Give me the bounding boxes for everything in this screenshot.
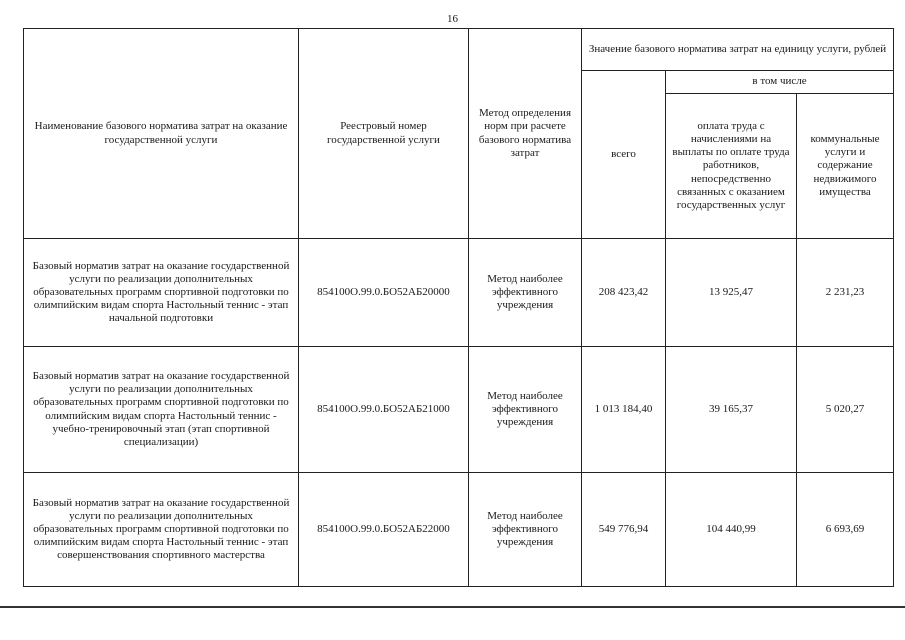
cell-labor: 13 925,47	[666, 239, 797, 347]
cell-total: 549 776,94	[582, 473, 666, 587]
header-name: Наименование базового норматива затрат на оказание государственной услуги	[24, 29, 299, 239]
header-method: Метод определения норм при расчете базового норматива затрат	[469, 29, 582, 239]
cost-norms-table	[23, 28, 894, 587]
cell-name: Базовый норматив затрат на оказание государственной услуги по реализации дополнительных образовательных программ спортивной подготовки по олимпийским видам спорта Настольный теннис - этап совершенствования спортивного мастерства	[24, 473, 299, 587]
table-row	[24, 239, 894, 347]
cell-utilities: 2 231,23	[797, 239, 894, 347]
page-bottom-rule	[0, 606, 905, 608]
cell-utilities: 5 020,27	[797, 347, 894, 473]
header-utilities: коммунальные услуги и содержание недвижимого имущества	[797, 94, 894, 239]
cell-name: Базовый норматив затрат на оказание государственной услуги по реализации дополнительных образовательных программ спортивной подготовки по олимпийским видам спорта Настольный теннис - этап начальной подготовки	[24, 239, 299, 347]
cell-total: 208 423,42	[582, 239, 666, 347]
header-value-group: Значение базового норматива затрат на единицу услуги, рублей	[582, 29, 894, 71]
cell-labor: 104 440,99	[666, 473, 797, 587]
header-total: всего	[582, 71, 666, 239]
cell-method: Метод наиболее эффективного учреждения	[469, 473, 582, 587]
cell-registry: 854100О.99.0.БО52АБ21000	[299, 347, 469, 473]
table-header-row	[24, 29, 894, 71]
table-row	[24, 347, 894, 473]
cell-total: 1 013 184,40	[582, 347, 666, 473]
cell-utilities: 6 693,69	[797, 473, 894, 587]
cell-registry: 854100О.99.0.БО52АБ20000	[299, 239, 469, 347]
cell-labor: 39 165,37	[666, 347, 797, 473]
header-labor: оплата труда с начислениями на выплаты по оплате труда работников, непосредственно связанных с оказанием государственных услуг	[666, 94, 797, 239]
cell-registry: 854100О.99.0.БО52АБ22000	[299, 473, 469, 587]
cell-name: Базовый норматив затрат на оказание государственной услуги по реализации дополнительных образовательных программ спортивной подготовки по олимпийским видам спорта Настольный теннис - учебно-тренировочный этап (этап спортивной специализации)	[24, 347, 299, 473]
cell-method: Метод наиболее эффективного учреждения	[469, 239, 582, 347]
cell-method: Метод наиболее эффективного учреждения	[469, 347, 582, 473]
header-including: в том числе	[666, 71, 894, 94]
table-row	[24, 473, 894, 587]
page-number: 16	[447, 13, 458, 25]
header-registry: Реестровый номер государственной услуги	[299, 29, 469, 239]
